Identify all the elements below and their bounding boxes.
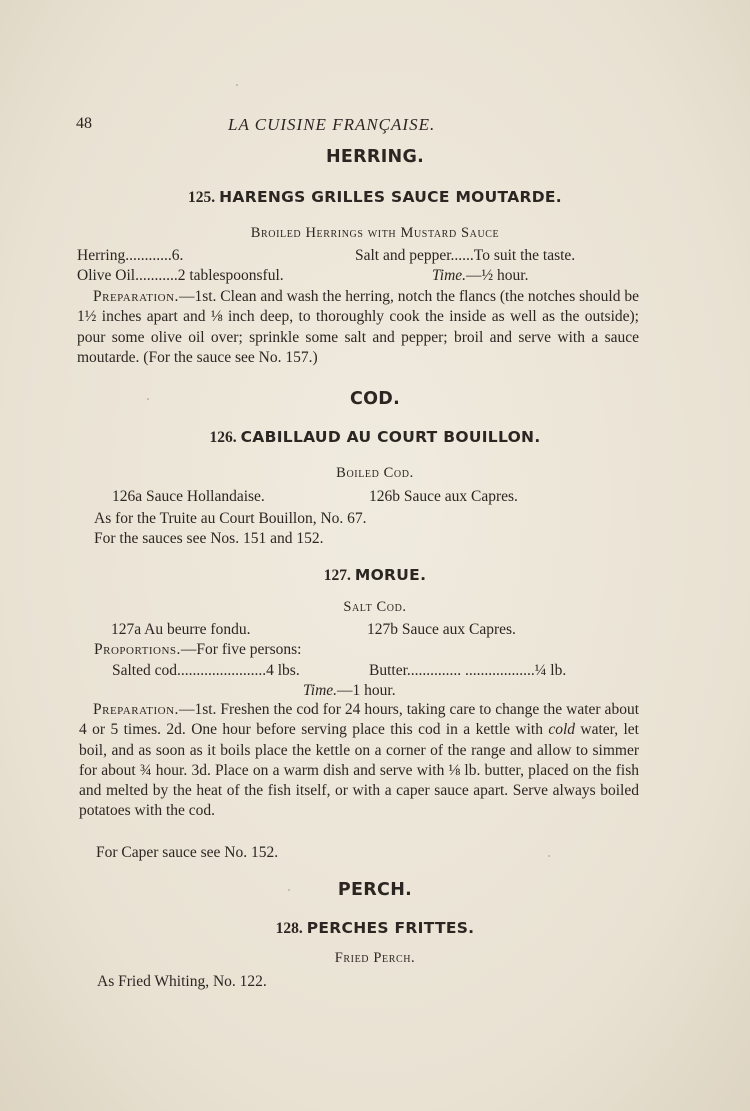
time-value: —1 hour. bbox=[337, 682, 396, 699]
cod-sauce-reference: For the sauces see Nos. 151 and 152. bbox=[94, 530, 324, 547]
recipe-number: 125. bbox=[188, 189, 216, 206]
recipe-subtitle: Fried Perch. bbox=[334, 950, 416, 966]
preparation-label: Preparation. bbox=[93, 701, 179, 718]
preparation-text-2: water, let boil, and as soon as it boils place the kettle on a corner of the range and allow to simmer for about ¾ hour. 3d. Place on a warm dish and serve with ⅛ lb. butter, placed on the fish and melted by the heat of the fish itself, or with a caper sauce apart. Serve always boiled potatoes with the cod. bbox=[79, 721, 639, 820]
recipe-heading-127 bbox=[0, 566, 750, 585]
proportions-label: Proportions. bbox=[94, 641, 181, 658]
recipe-title: CABILLAUD AU COURT BOUILLON. bbox=[240, 428, 541, 446]
cooking-time bbox=[303, 681, 396, 701]
recipe-subtitle: Salt Cod. bbox=[343, 599, 407, 615]
section-heading-herring: HERRING. bbox=[325, 147, 425, 167]
recipe-title: HARENGS GRILLES SAUCE MOUTARDE. bbox=[219, 188, 562, 206]
preparation-label: Preparation. bbox=[93, 288, 179, 305]
ingredient-herring: Herring............6. bbox=[77, 247, 184, 264]
ingredient-olive-oil: Olive Oil...........2 tablespoonsful. bbox=[77, 267, 284, 284]
preparation-paragraph bbox=[77, 287, 639, 368]
recipe-title: PERCHES FRITTES. bbox=[306, 919, 475, 937]
variant-126b: 126b Sauce aux Capres. bbox=[369, 488, 518, 505]
recipe-number: 128. bbox=[275, 920, 303, 937]
variant-127a: 127a Au beurre fondu. bbox=[111, 621, 251, 638]
cod-reference: As for the Truite au Court Bouillon, No. 67. bbox=[94, 510, 367, 527]
recipe-subtitle: Boiled Cod. bbox=[336, 465, 414, 481]
recipe-heading-125 bbox=[0, 188, 750, 207]
perch-reference: As Fried Whiting, No. 122. bbox=[97, 973, 267, 990]
recipe-title: MORUE. bbox=[354, 566, 427, 584]
recipe-number: 127. bbox=[323, 567, 351, 584]
time-label: Time. bbox=[432, 267, 467, 284]
section-heading-cod: COD. bbox=[349, 389, 401, 409]
proportions-line bbox=[94, 640, 301, 660]
page-number: 48 bbox=[76, 115, 92, 132]
preparation-text: —1st. Clean and wash the herring, notch the flancs (the notches should be 1½ inches apart and ⅛ inch deep, to thoroughly cook the inside as well as the outside); pour some olive oil over; sprinkle some salt and pepper; broil and serve with a sauce moutarde. (For the sauce see No. 157.) bbox=[77, 288, 639, 366]
recipe-subtitle: Broiled Herrings with Mustard Sauce bbox=[250, 225, 500, 241]
caper-sauce-note: For Caper sauce see No. 152. bbox=[96, 844, 279, 861]
preparation-text-1: —1st. Freshen the cod for 24 hours, taking care to change the water about 4 or 5 times. 2d. One hour before serving place this cod in a kettle with bbox=[79, 701, 639, 739]
recipe-heading-128 bbox=[0, 919, 750, 938]
ingredient-butter: Butter.............. ..................¼ lb. bbox=[369, 662, 567, 679]
variant-127b: 127b Sauce aux Capres. bbox=[367, 621, 516, 638]
running-title: LA CUISINE FRANÇAISE. bbox=[228, 115, 436, 134]
recipe-heading-126 bbox=[0, 428, 750, 447]
time-value: —½ hour. bbox=[466, 267, 529, 284]
paper-speck bbox=[236, 84, 238, 86]
cooking-time bbox=[432, 266, 528, 286]
section-heading-perch: PERCH. bbox=[337, 880, 413, 900]
preparation-paragraph bbox=[79, 700, 639, 822]
ingredient-salt-pepper: Salt and pepper......To suit the taste. bbox=[355, 247, 576, 264]
proportions-text: —For five persons: bbox=[180, 641, 302, 658]
recipe-number: 126. bbox=[209, 429, 237, 446]
variant-126a: 126a Sauce Hollandaise. bbox=[112, 488, 265, 505]
paper-speck bbox=[548, 855, 550, 857]
time-label: Time. bbox=[303, 682, 338, 699]
ingredient-salted-cod: Salted cod.......................4 lbs. bbox=[112, 662, 300, 679]
preparation-text-cold: cold bbox=[548, 721, 576, 739]
